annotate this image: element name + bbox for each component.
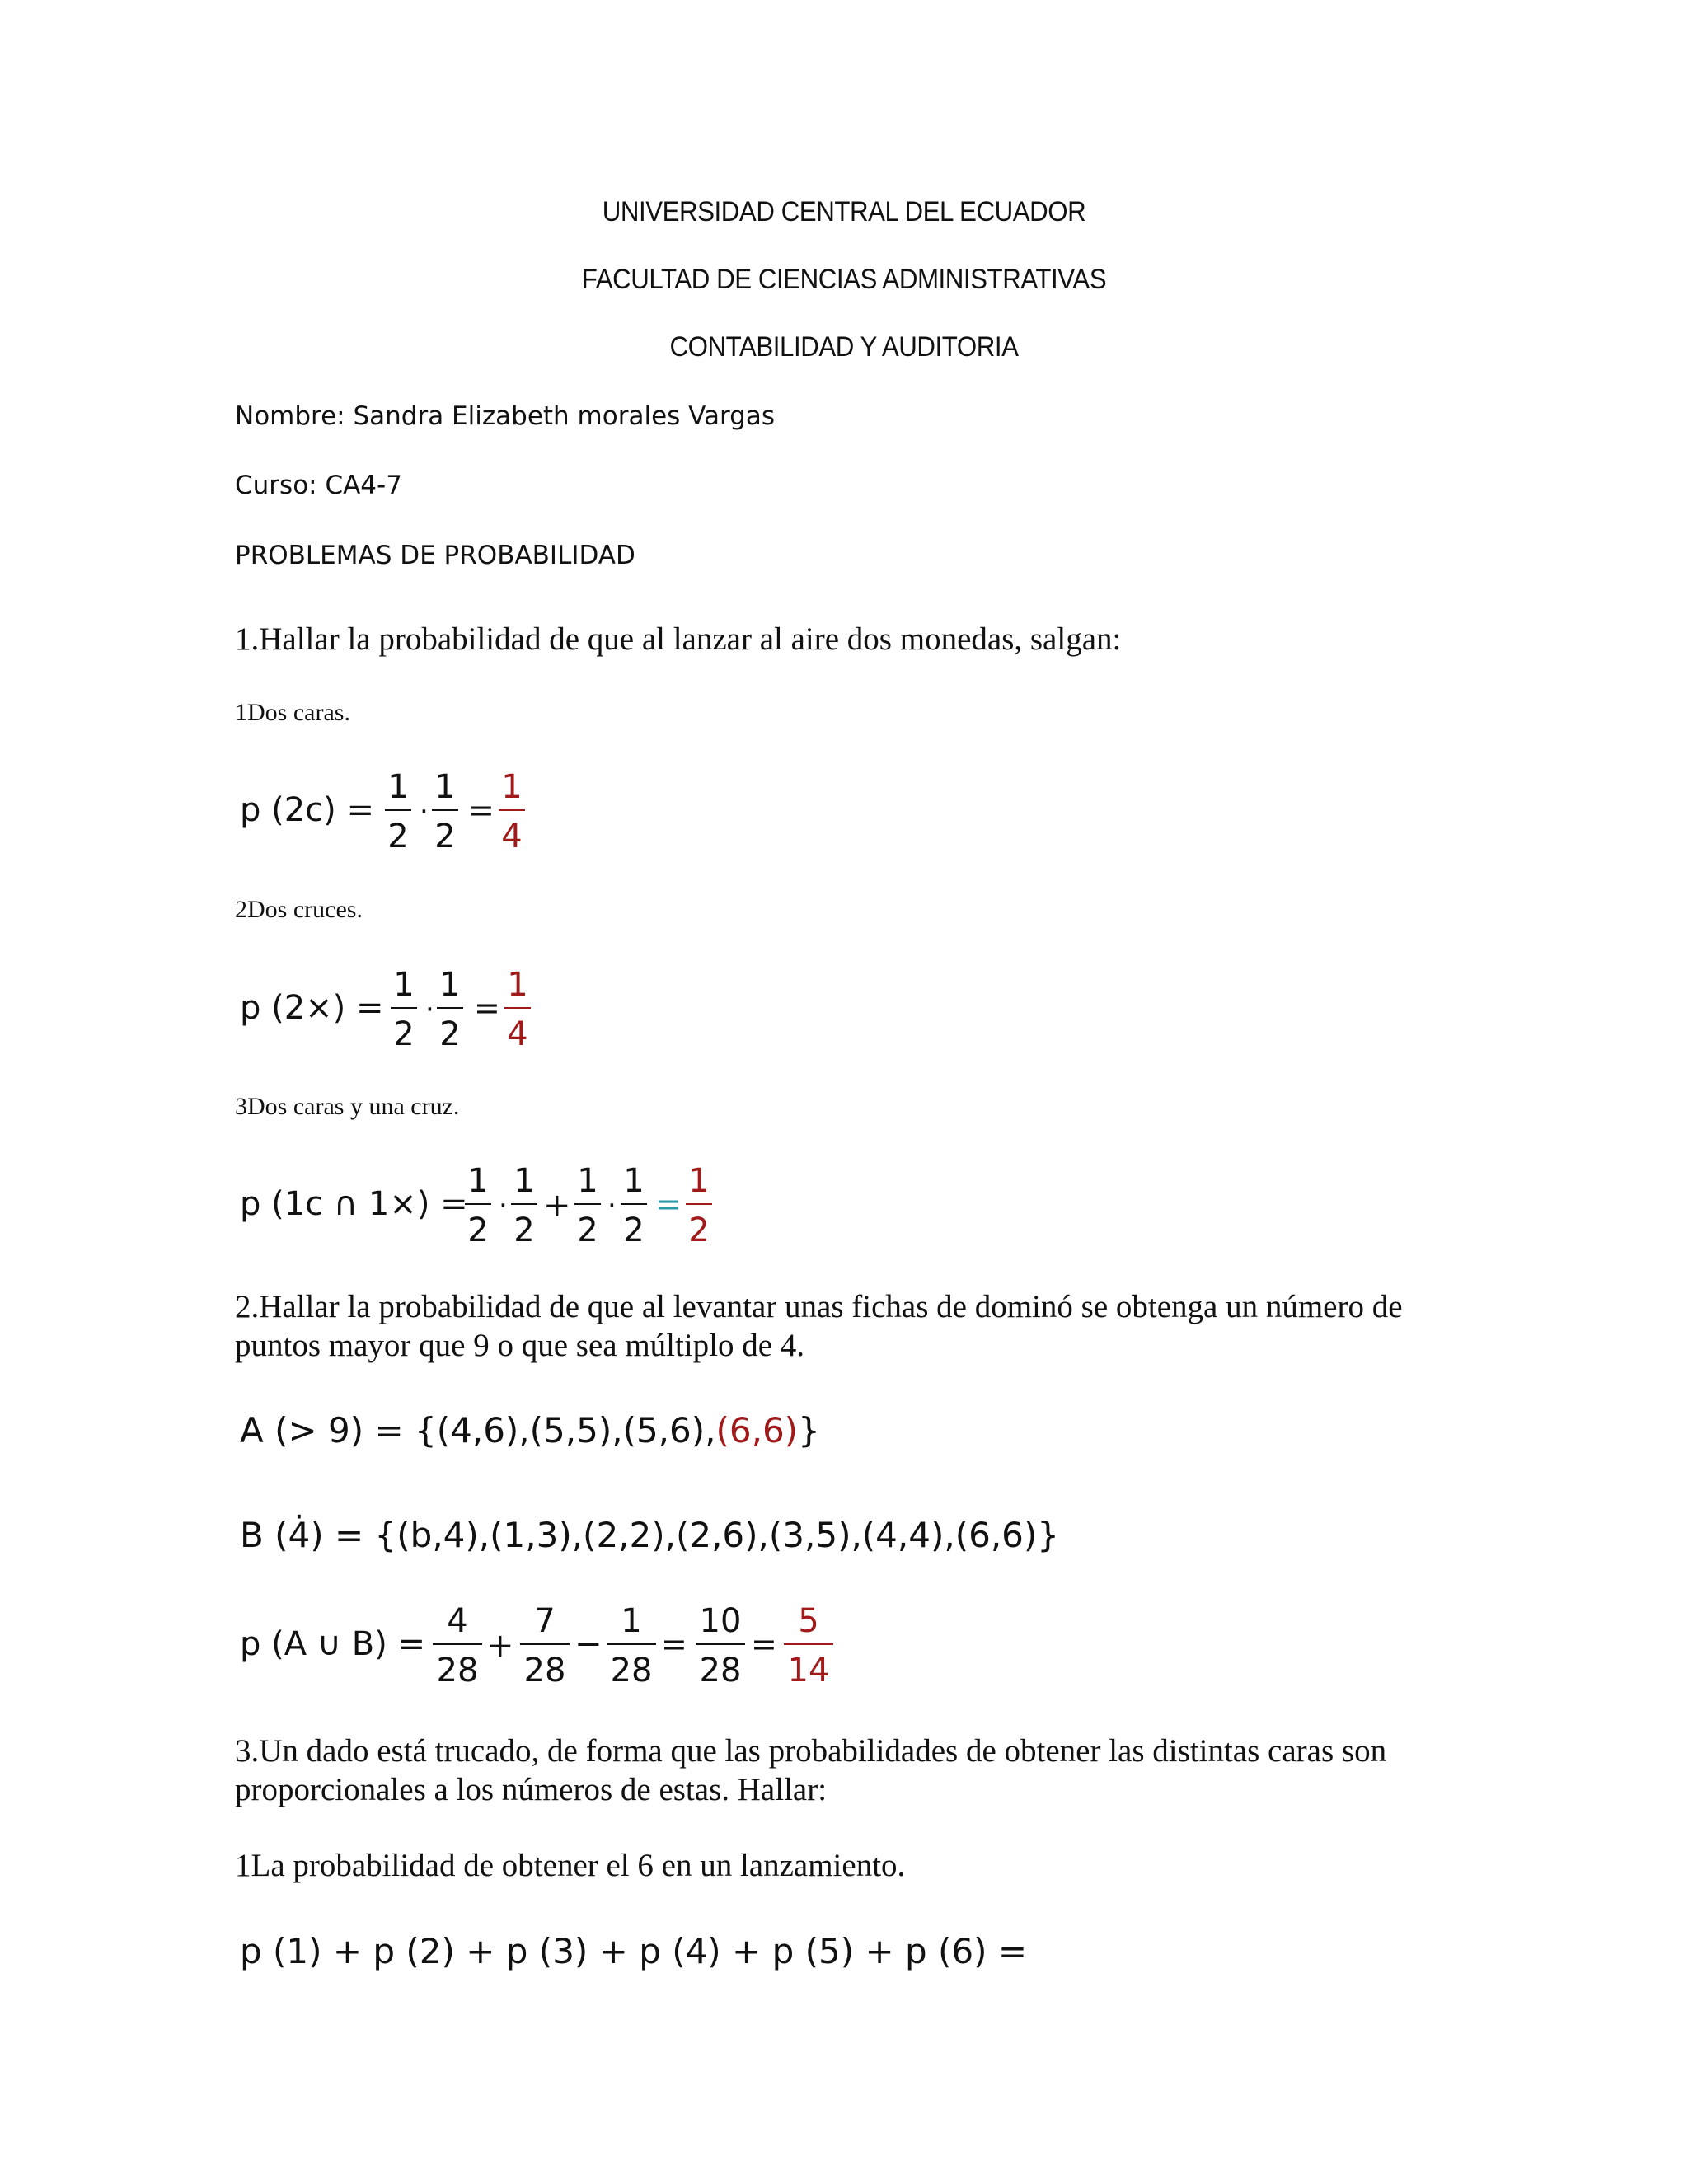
fraction-denominator: 2	[434, 818, 456, 855]
die-sum-equation	[235, 1920, 1028, 1982]
svg-text:A (> 9) = {(4,6),(5,5),(5,6),(	[240, 1410, 820, 1451]
result-denominator: 2	[688, 1212, 710, 1249]
fraction-denominator: 2	[623, 1212, 645, 1249]
set-a-items: (4,6),(5,5),(5,6),	[436, 1410, 716, 1451]
equation-two-heads	[235, 765, 565, 855]
fraction-numerator: 1	[513, 1162, 535, 1200]
set-b-close: }	[1037, 1515, 1060, 1555]
set-a-lhs: A (> 9) = {	[240, 1410, 437, 1451]
result-denominator: 4	[501, 818, 523, 855]
fraction-numerator: 1	[434, 768, 456, 806]
fraction-numerator: 1	[621, 1602, 642, 1640]
fraction-denominator: 28	[436, 1652, 479, 1690]
student-course: Curso: CA4-7	[235, 471, 402, 500]
equation-head-and-tail	[235, 1159, 729, 1249]
fraction-numerator: 1	[439, 966, 461, 1004]
equation-two-tails	[235, 963, 565, 1053]
fraction-numerator: 1	[577, 1162, 598, 1200]
minus-sign: −	[574, 1625, 603, 1663]
equation-lhs: p (A ∪ B) =	[240, 1625, 426, 1663]
result-denominator: 14	[787, 1652, 830, 1690]
student-name: Nombre: Sandra Elizabeth morales Vargas	[235, 401, 775, 431]
result-denominator: 4	[507, 1015, 528, 1053]
fraction-denominator: 28	[610, 1652, 653, 1690]
set-a-close: }	[798, 1410, 820, 1451]
equals-sign: =	[661, 1626, 687, 1662]
multiply-dot: ·	[499, 1189, 508, 1222]
career-heading: CONTABILIDAD Y AUDITORIA	[669, 331, 1019, 363]
result-numerator: 1	[507, 966, 528, 1004]
union-probability-equation	[235, 1599, 861, 1690]
fraction-denominator: 2	[387, 818, 409, 855]
set-b-items: (b,4),(1,3),(2,2),(2,6),(3,5),(4,4),(6,6)	[396, 1515, 1038, 1555]
problem-1-case-3: 3Dos caras y una cruz.	[235, 1093, 460, 1120]
problem-1-case-2: 2Dos cruces.	[235, 896, 363, 923]
fraction-numerator: 1	[467, 1162, 489, 1200]
fraction-denominator: 2	[393, 1015, 415, 1053]
set-a-highlight: (6,6)	[715, 1410, 799, 1451]
set-b-lhs: B (4̇) = {	[240, 1515, 397, 1555]
equals-sign: =	[655, 1186, 682, 1222]
fraction-denominator: 2	[513, 1212, 535, 1249]
multiply-dot: ·	[607, 1189, 617, 1222]
result-numerator: 5	[798, 1602, 819, 1640]
plus-sign: +	[486, 1627, 514, 1665]
result-numerator: 1	[501, 768, 523, 806]
multiply-dot: ·	[420, 795, 429, 828]
equals-sign: =	[474, 990, 500, 1026]
problem-2-statement: 2.Hallar la probabilidad de que al levantar unas fichas de dominó se obtenga un número de puntos mayor que 9 o que sea múltiplo de 4.	[235, 1289, 1403, 1363]
svg-text:B (4̇) = {(b,4),(1,3),(2,2),(2	[240, 1513, 1059, 1555]
fraction-denominator: 28	[699, 1652, 742, 1690]
faculty-heading: FACULTAD DE CIENCIAS ADMINISTRATIVAS	[581, 264, 1107, 295]
result-numerator: 1	[688, 1162, 710, 1200]
plus-sign: +	[543, 1187, 571, 1225]
multiply-dot: ·	[425, 993, 434, 1026]
set-b-equation	[235, 1504, 1207, 1566]
fraction-numerator: 1	[393, 966, 415, 1004]
fraction-numerator: 1	[387, 768, 409, 806]
fraction-numerator: 10	[699, 1602, 742, 1640]
fraction-denominator: 2	[467, 1212, 489, 1249]
problem-3-case-1: 1La probabilidad de obtener el 6 en un lanzamiento.	[235, 1848, 906, 1883]
problem-1-case-1: 1Dos caras.	[235, 699, 350, 726]
equation-lhs: p (1c ∩ 1×) =	[240, 1185, 468, 1223]
equation-lhs: p (2×) =	[240, 989, 384, 1027]
equals-sign: =	[468, 792, 495, 828]
problem-3-statement: 3.Un dado está trucado, de forma que las probabilidades de obtener las distintas caras son proporcionales a los números de estas. Hallar:	[235, 1733, 1387, 1807]
fraction-numerator: 7	[534, 1602, 556, 1640]
equation-lhs: p (2c) =	[240, 791, 374, 829]
section-title: PROBLEMAS DE PROBABILIDAD	[235, 541, 635, 570]
problem-1-statement: 1.Hallar la probabilidad de que al lanzar al aire dos monedas, salgan:	[235, 621, 1122, 657]
equals-sign: =	[751, 1626, 777, 1662]
fraction-denominator: 2	[577, 1212, 598, 1249]
university-heading: UNIVERSIDAD CENTRAL DEL ECUADOR	[602, 196, 1086, 227]
fraction-numerator: 1	[623, 1162, 645, 1200]
fraction-denominator: 2	[439, 1015, 461, 1053]
fraction-denominator: 28	[523, 1652, 566, 1690]
fraction-numerator: 4	[447, 1602, 468, 1640]
die-sum-text: p (1) + p (2) + p (3) + p (4) + p (5) + p (6) =	[240, 1931, 1028, 1971]
set-a-equation	[235, 1401, 911, 1459]
